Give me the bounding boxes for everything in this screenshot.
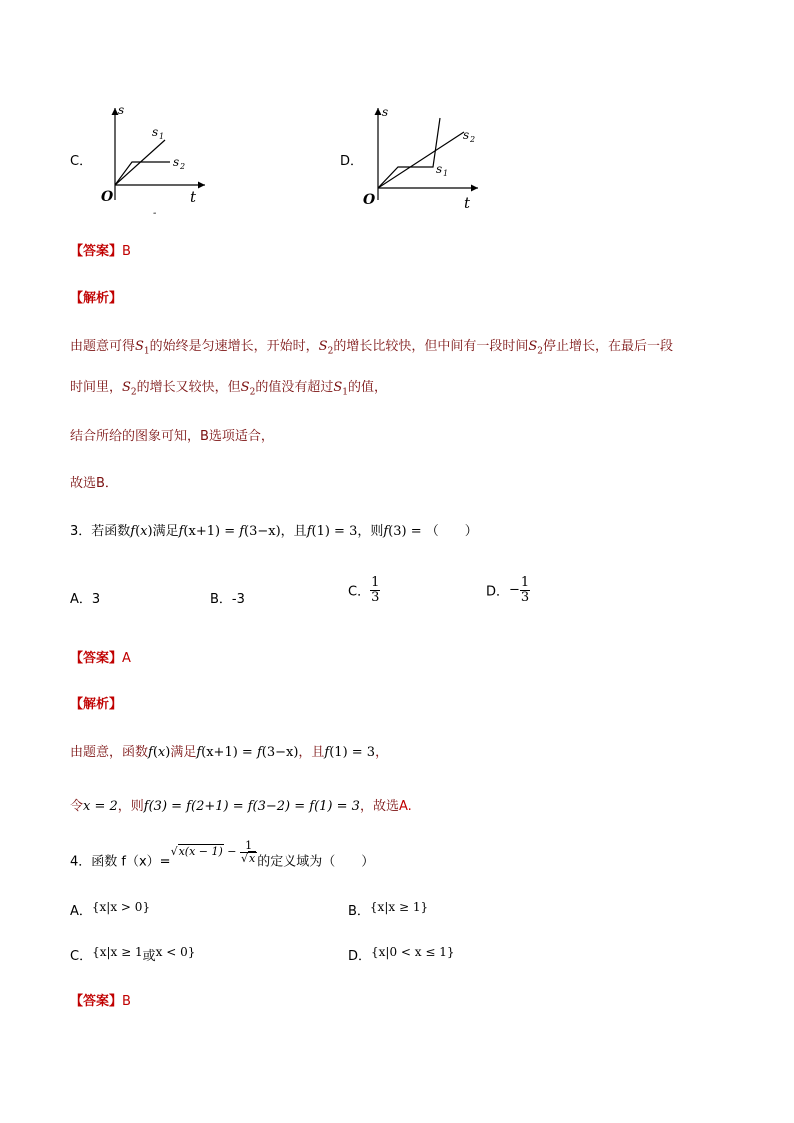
q3-option-a[interactable] [70,588,100,607]
minus: − [223,845,241,859]
math: (3−x) [244,524,281,539]
q2-analysis-line2 [70,376,387,398]
math-f: f [148,745,153,760]
option-or: 或 [142,949,156,964]
text: 的值没有超过 [255,380,334,395]
math: f(3) = f(2+1) = f(3−2) = f(1) = 3 [143,799,360,814]
curve-s2 [115,162,170,185]
math-f: f [306,524,312,539]
option-value: {x|0 < x ≤ 1} [371,945,455,959]
s2-label: s [463,128,470,142]
q2-analysis-line4: 故选B． [70,476,118,491]
denominator: 3 [520,589,530,605]
q3-option-c[interactable] [348,576,380,604]
answer-value: A [122,651,131,666]
text: 的始终是匀速增长，开始时， [149,339,319,354]
math-f: f [196,745,202,760]
graph-option-d [360,100,490,212]
option-label: A． [70,592,92,607]
option-value: x < 0} [155,945,196,959]
numerator: 1 [371,575,380,590]
option-value: {x|x ≥ 1} [369,900,429,914]
text: A. [398,799,412,814]
s2-sub: 2 [470,135,476,144]
numerator: 1 [520,575,530,590]
var-s2: S [122,380,131,395]
math: (1) = 3 [311,524,358,539]
text: 满足 [170,745,197,760]
s1-sub: 1 [159,132,165,141]
text: ，故选 [359,799,399,814]
q4-stem [70,839,375,872]
q4-function-expr: √x(x − 1) − $\frac{1}{√x}$ [170,839,256,865]
s1-sub: 1 [443,169,449,178]
math: x = 2 [83,799,118,814]
q2-analysis-line1 [70,335,673,357]
text: ，且 [298,745,325,760]
q4-option-b[interactable] [348,900,428,919]
s2-sub: 2 [180,162,186,171]
fraction [520,576,530,604]
sub: 2 [327,346,334,357]
option-label: C． [70,949,93,964]
fraction [370,576,380,604]
option-value: {x|x > 0} [91,900,151,914]
q4-option-c[interactable] [70,945,195,964]
math-x: x [140,524,148,539]
option-value: {x|x ≥ 1 [92,945,143,959]
denominator: 3 [371,589,380,605]
sqrt-body: x(x − 1) [178,845,223,859]
answer-value: B [122,244,131,259]
q3-option-b[interactable] [210,588,245,607]
option-label: B． [348,904,370,919]
text: ，则 [117,799,144,814]
option-value: 3 [91,592,101,607]
sub: 1 [143,346,150,357]
math-f: f [178,524,184,539]
var-s1: S [333,380,343,395]
option-label: D． [486,584,510,600]
numerator: 1 [240,840,257,853]
q3-analysis-label: 【解析】 [70,697,123,712]
math-x: x [157,745,166,760]
text: （ ） [425,524,478,539]
axis-y-label: s [118,103,125,117]
math-f: f [130,524,136,539]
s1-label: s [152,125,159,139]
var-s2: S [318,339,328,354]
var-s2: S [528,339,538,354]
q3-answer [70,647,131,666]
graph-option-c [95,100,215,218]
sub: 2 [537,346,543,357]
answer-label: 【答案】 [70,994,123,1009]
axis-y-label: s [382,105,389,119]
text: ，则 [357,524,384,539]
origin-label: O [101,189,114,205]
var-s1: S [135,339,144,354]
option-value: -3 [231,592,245,607]
math-f: f [383,524,389,539]
answer-label: 【答案】 [70,244,123,259]
math: (x+1) = [183,524,240,539]
q3-solution-line2 [70,795,412,814]
math-f: f [239,524,245,539]
math: (3) = [388,524,426,539]
sub: 2 [130,387,137,398]
axis-x-label: t [190,188,197,206]
q2-answer [70,240,131,259]
math: (x+1) = [201,745,257,760]
option-c-label: C． [70,154,93,169]
q3-option-d[interactable] [486,576,530,604]
text: 的值， [347,380,387,395]
text: 的增长又较快，但 [136,380,241,395]
s2-label: s [173,155,180,169]
text: 的增长比较快，但中间有一段时间 [333,339,529,354]
math: (3−x) [261,745,299,760]
sub: 1 [342,387,348,398]
s1-label: s [436,162,443,176]
q3-stem: 3．若函数f(x)满足f(x+1) = f(3−x)，且f(1) = 3，则f(3) = （ ） [70,524,478,539]
text: 的定义域为（ ） [257,854,375,870]
option-d-label: D． [340,154,364,169]
q4-option-a[interactable] [70,900,150,919]
axis-x-label: t [464,194,471,212]
option-label: A． [70,904,92,919]
q4-option-d[interactable] [348,945,455,964]
sub: 2 [249,387,256,398]
answer-value: B [122,994,131,1009]
text: 令 [70,799,84,814]
q4-answer [70,990,131,1009]
denominator: x [249,851,256,865]
q3-solution-line1: 由题意，函数f(x)满足f(x+1) = f(3−x)，且f(1) = 3， [70,745,389,760]
text: 由题意，函数 [70,745,149,760]
var-s2: S [240,380,250,395]
dash-mark: - [153,208,157,218]
math-f: f [324,745,330,760]
origin-label: O [363,192,376,208]
q2-analysis-label: 【解析】 [70,291,123,306]
curve-s2 [378,132,464,188]
text: 4．函数 f（x）= [70,854,171,870]
text: 3．若函数 [70,524,131,539]
text: ，且 [280,524,307,539]
math-f: f [256,745,262,760]
option-label: B． [210,592,232,607]
answer-label: 【答案】 [70,651,123,666]
text: 由题意可得 [70,339,136,354]
option-label: C． [348,584,371,600]
text: ， [375,745,389,760]
text: 时间里， [70,380,123,395]
text: 满足 [152,524,179,539]
q2-analysis-line3: 结合所给的图象可知，B选项适合， [70,429,274,444]
minus-sign: − [509,582,520,598]
text: 停止增长，在最后一段 [542,339,673,354]
math: (1) = 3 [329,745,376,760]
option-label: D． [348,949,372,964]
